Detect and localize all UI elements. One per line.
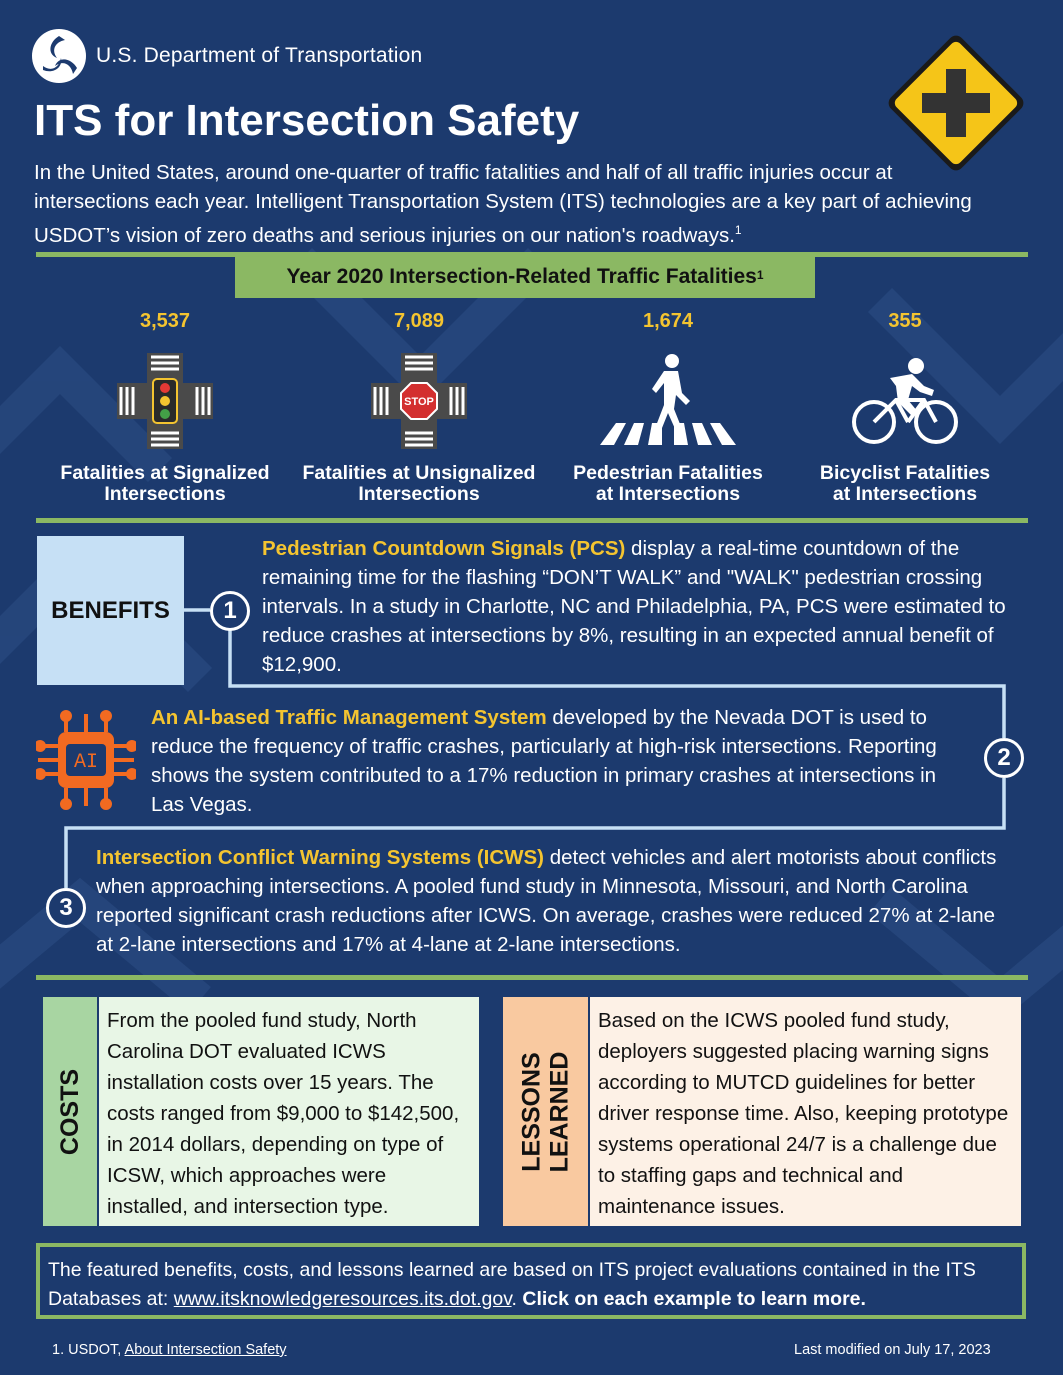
benefit-ai-traffic-management[interactable]: An AI-based Traffic Management System developed by the Nevada DOT is used to reduce the frequency of traffic crashes, particularly at high-risk intersections. Reporting shows the system contributed to a 17% reduction in primary crashes at intersections in Las Vegas. xyxy=(151,706,937,816)
stat-value: 7,089 xyxy=(393,310,445,332)
stat-unsignalized xyxy=(294,310,544,505)
benefit-number-1: 1 xyxy=(210,591,250,631)
stop-sign-intersection-icon xyxy=(371,353,467,449)
stat-label: Pedestrian Fatalities at Intersections xyxy=(573,462,763,505)
divider-rule xyxy=(36,975,1028,980)
stat-label: Fatalities at Unsignalized Intersections xyxy=(302,462,536,505)
bicyclist-icon xyxy=(850,356,960,446)
page-title: ITS for Intersection Safety xyxy=(34,96,580,145)
footer-note: The featured benefits, costs, and lessons learned are based on ITS project evaluations contained in the ITS Databases at: www.itsknowledgeresources.its.dot.gov. Click on each example to learn more. xyxy=(36,1243,1026,1319)
footer-cta: Click on each example to learn more. xyxy=(516,1288,866,1310)
footnote-reference: 1. USDOT, About Intersection Safety xyxy=(52,1342,287,1358)
stat-pedestrian xyxy=(543,310,793,505)
stat-signalized xyxy=(40,310,290,505)
ai-chip-icon xyxy=(36,710,136,810)
intro-footnote-ref: 1 xyxy=(734,223,742,237)
stat-value: 355 xyxy=(888,310,922,332)
lessons-label: LESSONS LEARNED xyxy=(503,997,588,1226)
pedestrian-crosswalk-icon xyxy=(598,353,738,449)
benefit-number-2: 2 xyxy=(984,738,1024,778)
benefits-label-box: BENEFITS xyxy=(37,536,184,685)
costs-card[interactable] xyxy=(43,997,479,1226)
benefit-icws[interactable]: Intersection Conflict Warning Systems (ICWS) detect vehicles and alert motorists about conflicts when approaching intersections. A pooled fund study in Minnesota, Missouri, and North Carolina reported significant crash reductions after ICWS. On average, crashes were reduced 27% at 2-lane at 2-lane intersections and 17% at 4-lane at 2-lane intersections. xyxy=(96,846,997,956)
stat-value: 3,537 xyxy=(139,310,191,332)
ai-chip-label: AI xyxy=(73,751,99,774)
divider-rule xyxy=(36,518,1028,523)
stat-label: Bicyclist Fatalities at Intersections xyxy=(819,462,991,505)
costs-text: From the pooled fund study, North Carolina DOT evaluated ICWS installation costs over 15 years. The costs ranged from $9,000 to $142,500, in 2014 dollars, depending on type of ICSW, which approaches were installed, and intersection type. xyxy=(97,997,479,1226)
stat-bicyclist xyxy=(780,310,1030,505)
its-databases-link[interactable]: www.itsknowledgeresources.its.dot.gov xyxy=(173,1288,512,1310)
intro-paragraph: In the United States, around one-quarter of traffic fatalities and half of all traffic injuries occur at intersections each year. Intelligent Transportation System (ITS) technologies are a key part of achieving USDOT’s vision of zero deaths and serious injuries on our nation's roadways.$^1$ xyxy=(34,161,972,247)
stats-banner: Year 2020 Intersection-Related Traffic Fatalities $^1$ xyxy=(235,256,815,298)
last-modified: Last modified on July 17, 2023 xyxy=(794,1342,991,1358)
stat-label: Fatalities at Signalized Intersections xyxy=(60,462,270,505)
agency-name: U.S. Department of Transportation xyxy=(96,44,423,67)
costs-label: COSTS xyxy=(43,997,97,1226)
benefit-number-3: 3 xyxy=(46,888,86,928)
stat-value: 1,674 xyxy=(642,310,694,332)
svg-text:STOP: STOP xyxy=(404,395,434,408)
traffic-light-intersection-icon xyxy=(117,353,213,449)
lessons-card[interactable] xyxy=(503,997,1021,1226)
usdot-logo-icon xyxy=(31,28,87,84)
benefit-pcs[interactable]: Pedestrian Countdown Signals (PCS) display a real-time countdown of the remaining time for the flashing “DON’T WALK” and "WALK" pedestrian crossing intervals. In a study in Charlotte, NC and Philadelphia, PA, PCS were estimated to reduce crashes at intersections by 8%, resulting in an expected annual benefit of $12,900. xyxy=(262,537,1006,676)
about-intersection-safety-link[interactable]: About Intersection Safety xyxy=(124,1342,287,1358)
lessons-text: Based on the ICWS pooled fund study, deployers suggested placing warning signs according to MUTCD guidelines for better driver response time. Also, keeping prototype systems operational 24/7 is a challenge due to staffing gaps and technical and maintenance issues. xyxy=(588,997,1021,1226)
